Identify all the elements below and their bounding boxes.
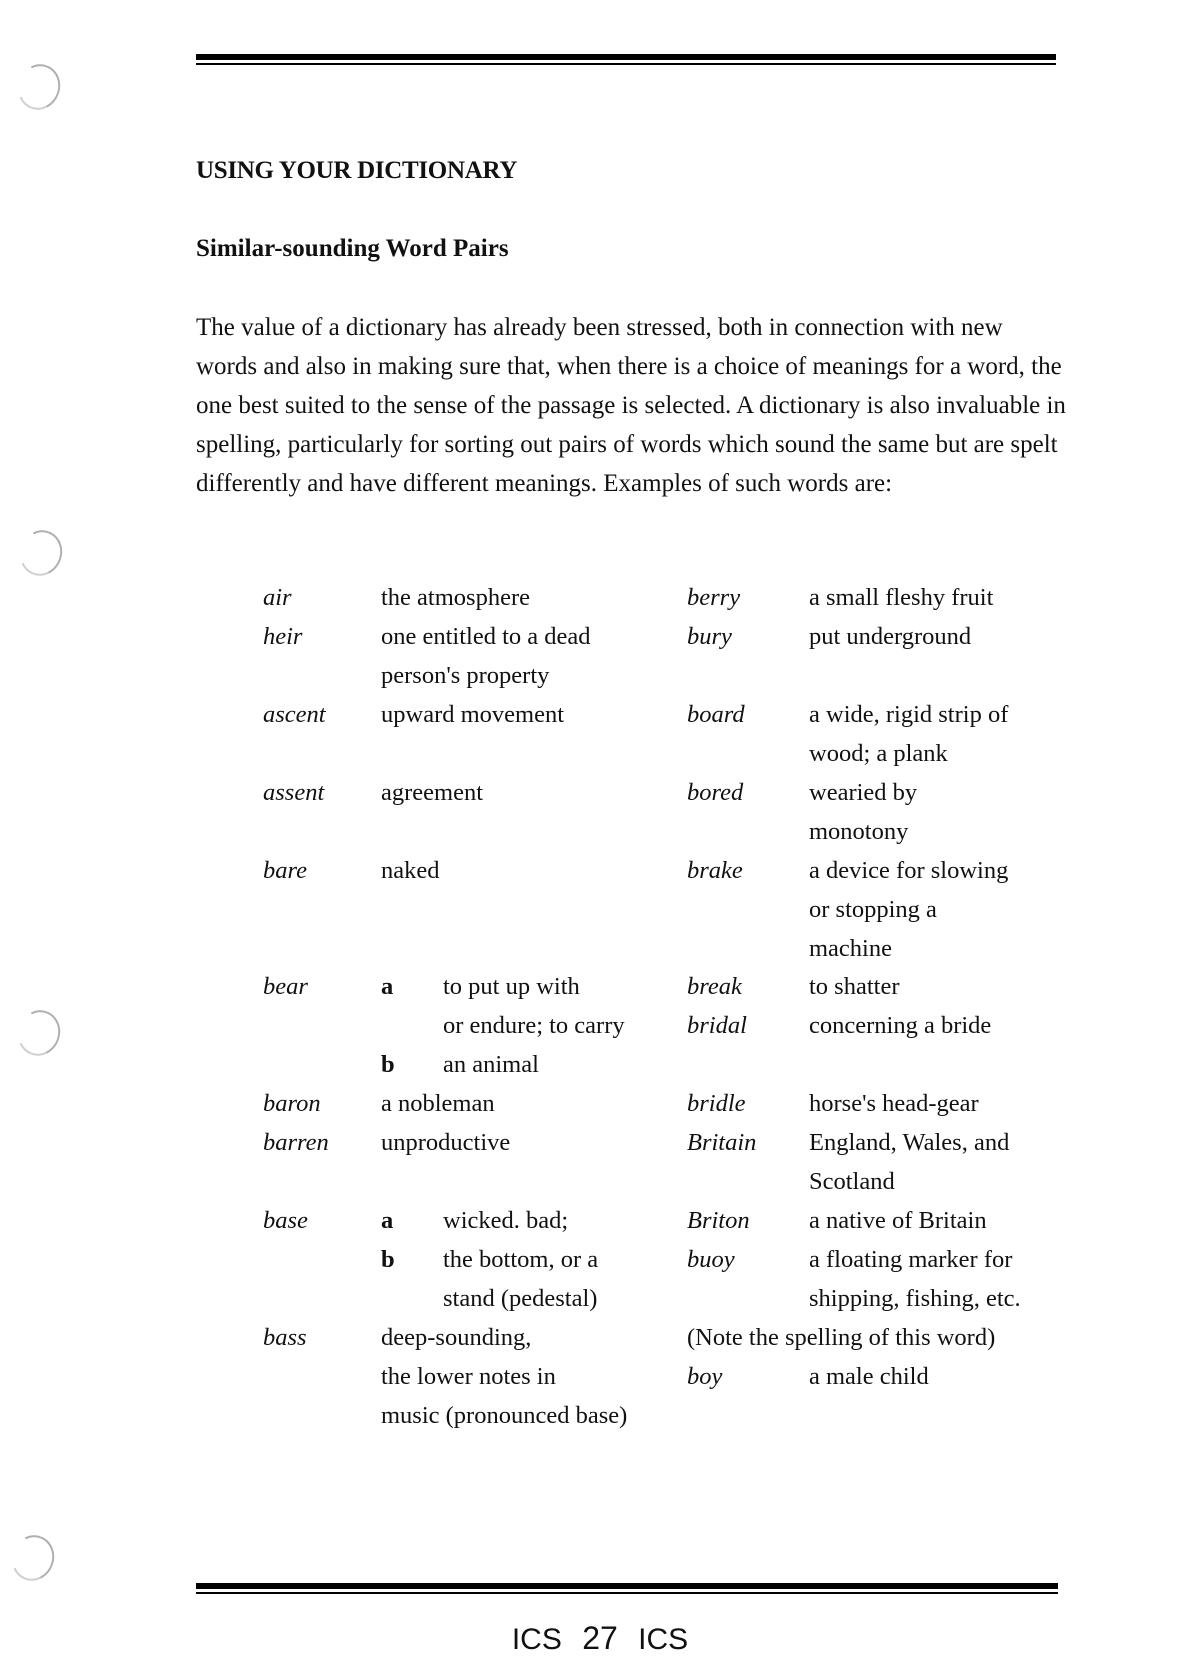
definition-bear-a: or endure; to carry — [443, 1012, 625, 1039]
definition-base-a: wicked. bad; — [443, 1207, 569, 1234]
definition-bored: monotony — [809, 818, 909, 845]
definition-bored: wearied by — [809, 779, 918, 806]
definition-baron: a nobleman — [381, 1090, 495, 1117]
definition-brake: or stopping a — [809, 896, 937, 923]
intro-paragraph: The value of a dictionary has already been stressed, both in connection with new words and also in making sure that, when there is a choice of meanings for a word, the one best suited to the sense of the passage is selected. A dictionary is also invaluable in spelling, particularly for sorting out pairs of words which sound the same but are spelt differently and have different meanings. Examples of such words are: — [196, 314, 1066, 497]
footer-right-label: ICS — [638, 1623, 689, 1656]
word-bury: bury — [687, 623, 732, 650]
word-bridle: bridle — [687, 1090, 746, 1117]
word-bear: bear — [263, 973, 308, 1000]
punch-hole-decoration — [5, 1529, 60, 1587]
word-heir: heir — [263, 623, 303, 650]
definition-bass: deep-sounding, — [381, 1324, 532, 1351]
sense-marker-a: a — [381, 1207, 394, 1234]
definition-brake: machine — [809, 935, 892, 962]
sense-marker-b: b — [381, 1051, 395, 1078]
definition-board: wood; a plank — [809, 740, 948, 767]
top-rule-divider — [196, 54, 1056, 65]
word-buoy: buoy — [687, 1246, 735, 1273]
definition-base-b: stand (pedestal) — [443, 1285, 598, 1312]
definition-air: the atmosphere — [381, 584, 530, 611]
word-break: break — [687, 973, 742, 1000]
word-britain: Britain — [687, 1129, 757, 1156]
page-number: 27 — [582, 1620, 618, 1656]
word-base: base — [263, 1207, 308, 1234]
spelling-note: (Note the spelling of this word) — [687, 1324, 996, 1351]
word-ascent: ascent — [263, 701, 326, 728]
definition-buoy: a floating marker for — [809, 1246, 1013, 1273]
definition-heir: one entitled to a dead — [381, 623, 591, 650]
definition-bass: the lower notes in — [381, 1363, 556, 1390]
definition-bury: put underground — [809, 623, 972, 650]
punch-hole-decoration — [11, 58, 66, 116]
word-bridal: bridal — [687, 1012, 747, 1039]
word-bare: bare — [263, 857, 307, 884]
definition-heir: person's property — [381, 662, 550, 689]
definition-bear-b: an animal — [443, 1051, 539, 1078]
definition-berry: a small fleshy fruit — [809, 584, 994, 611]
word-bored: bored — [687, 779, 744, 806]
definition-bear-a: to put up with — [443, 973, 580, 1000]
word-board: board — [687, 701, 745, 728]
definition-britain: Scotland — [809, 1168, 895, 1195]
definition-briton: a native of Britain — [809, 1207, 987, 1234]
sense-marker-a: a — [381, 973, 394, 1000]
definition-boy: a male child — [809, 1363, 929, 1390]
definition-assent: agreement — [381, 779, 484, 806]
word-barren: barren — [263, 1129, 329, 1156]
punch-hole-decoration — [11, 1004, 66, 1062]
definition-board: a wide, rigid strip of — [809, 701, 1009, 728]
definition-britain: England, Wales, and — [809, 1129, 1010, 1156]
word-berry: berry — [687, 584, 741, 611]
page-footer — [0, 1620, 1200, 1657]
definition-brake: a device for slowing — [809, 857, 1009, 884]
word-air: air — [263, 584, 292, 611]
definition-ascent: upward movement — [381, 701, 565, 728]
word-bass: bass — [263, 1324, 307, 1351]
word-baron: baron — [263, 1090, 321, 1117]
page-title: USING YOUR DICTIONARY — [196, 157, 518, 184]
sense-marker-b: b — [381, 1246, 395, 1273]
section-title: Similar-sounding Word Pairs — [196, 235, 509, 262]
definition-bridle: horse's head-gear — [809, 1090, 979, 1117]
footer-left-label: ICS — [511, 1623, 562, 1656]
definition-buoy: shipping, fishing, etc. — [809, 1285, 1021, 1312]
definition-base-b: the bottom, or a — [443, 1246, 599, 1273]
word-brake: brake — [687, 857, 743, 884]
bottom-rule-divider — [196, 1583, 1058, 1594]
definition-break: to shatter — [809, 973, 900, 1000]
word-boy: boy — [687, 1363, 723, 1390]
word-assent: assent — [263, 779, 325, 806]
punch-hole-decoration — [13, 524, 68, 582]
definition-bare: naked — [381, 857, 440, 884]
definition-bass: music (pronounced base) — [381, 1402, 628, 1429]
word-briton: Briton — [687, 1207, 750, 1234]
definition-bridal: concerning a bride — [809, 1012, 992, 1039]
definition-barren: unproductive — [381, 1129, 511, 1156]
